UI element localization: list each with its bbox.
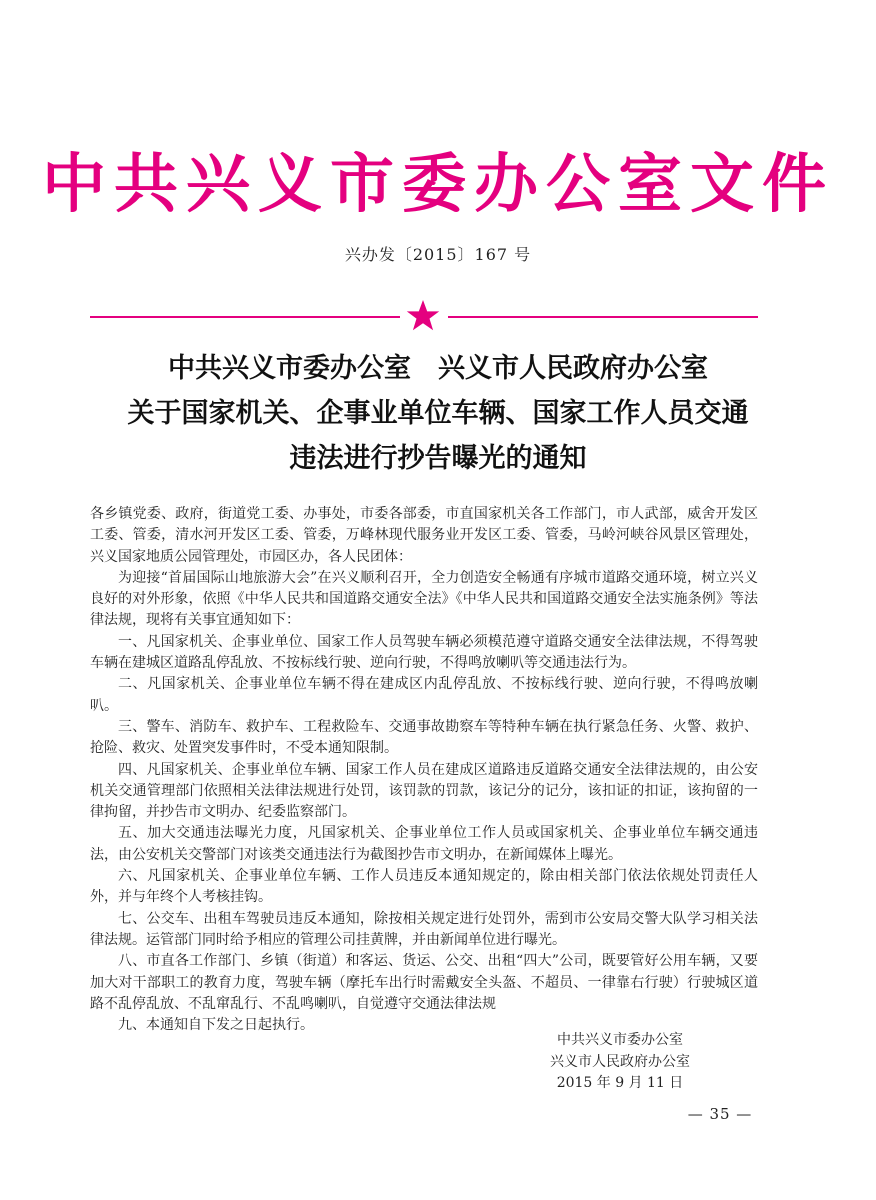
recipients-paragraph: 各乡镇党委、政府，街道党工委、办事处，市委各部委，市直国家机关各工作部门，市人武部，威舍开发区工委、管委，清水河开发区工委、管委，万峰林现代服务业开发区工委、管委，马岭河峡谷风景区管理处，兴义国家地质公园管理处，市园区办，各人民团体： bbox=[90, 506, 758, 565]
notice-title-line: 关于国家机关、企事业单位车辆、国家工作人员交通 bbox=[127, 398, 749, 429]
page-number: — 35 — bbox=[687, 1105, 753, 1123]
notice-item: 八、市直各工作部门、乡镇（街道）和客运、货运、公交、出租“四大”公司，既要管好公用车辆，又要加大对干部职工的教育力度，驾驶车辆（摩托车出行时需戴安全头盔、不超员、一律靠右行驶）行驶城区道路不乱停乱放、不乱窜乱行、不乱鸣喇叭，自觉遵守交通法律法规 bbox=[90, 953, 758, 1012]
signature-block bbox=[490, 1030, 750, 1095]
notice-title bbox=[90, 346, 786, 481]
notice-item: 一、凡国家机关、企事业单位、国家工作人员驾驶车辆必须模范遵守道路交通安全法律法规，不得驾驶车辆在建城区道路乱停乱放、不按标线行驶、逆向行驶，不得鸣放喇叭等交通违法行为。 bbox=[90, 633, 758, 672]
notice-item: 三、警车、消防车、救护车、工程救险车、交通事故勘察车等特种车辆在执行紧急任务、火警、救护、抢险、救灾、处置突发事件时，不受本通知限制。 bbox=[90, 718, 758, 757]
signature-org-2: 兴义市人民政府办公室 bbox=[550, 1053, 690, 1070]
separator-line-left bbox=[90, 316, 400, 318]
document-number: 兴办发〔2015〕167 号 bbox=[344, 245, 532, 264]
signature-org-1: 中共兴义市委办公室 bbox=[557, 1032, 683, 1048]
separator-line-right bbox=[448, 316, 758, 318]
star-icon bbox=[405, 298, 441, 334]
notice-item: 五、加大交通违法曝光力度，凡国家机关、企事业单位工作人员或国家机关、企事业单位车辆交通违法，由公安机关交警部门对该类交通违法行为截图抄告市文明办，在新闻媒体上曝光。 bbox=[90, 825, 758, 863]
notice-body bbox=[90, 504, 758, 1036]
notice-item: 七、公交车、出租车驾驶员违反本通知，除按相关规定进行处罚外，需到市公安局交警大队学习相关法律法规。运管部门同时给予相应的管理公司挂黄牌，并由新闻单位进行曝光。 bbox=[90, 910, 758, 948]
signature-date: 2015 年 9 月 11 日 bbox=[556, 1075, 684, 1091]
intro-paragraph: 为迎接“首届国际山地旅游大会”在兴义顺利召开，全力创造安全畅通有序城市道路交通环境，树立兴义良好的对外形象，依照《中华人民共和国道路交通安全法》《中华人民共和国道路交通安全法实施条例》等法律法规，现将有关事宜通知如下： bbox=[90, 569, 758, 629]
red-separator bbox=[90, 300, 758, 334]
notice-item: 四、凡国家机关、企事业单位车辆、国家工作人员在建成区道路违反道路交通安全法律法规的，由公安机关交通管理部门依照相关法律法规进行处罚，该罚款的罚款，该记分的记分，该扣证的扣证，该拘留的一律拘留，并抄告市文明办、纪委监察部门。 bbox=[90, 761, 758, 821]
notice-item: 九、本通知自下发之日起执行。 bbox=[118, 1017, 314, 1034]
notice-title-line: 违法进行抄告曝光的通知 bbox=[289, 443, 587, 474]
notice-item: 二、凡国家机关、企事业单位车辆不得在建成区内乱停乱放、不按标线行驶、逆向行驶，不得鸣放喇叭。 bbox=[90, 676, 758, 714]
notice-title-line: 中共兴义市委办公室 兴义市人民政府办公室 bbox=[168, 353, 708, 384]
notice-item: 六、凡国家机关、企事业单位车辆、工作人员违反本通知规定的，除由相关部门依法依规处罚责任人外，并与年终个人考核挂钩。 bbox=[90, 868, 758, 906]
document-header-title: 中共兴义市委办公室文件 bbox=[42, 148, 834, 222]
